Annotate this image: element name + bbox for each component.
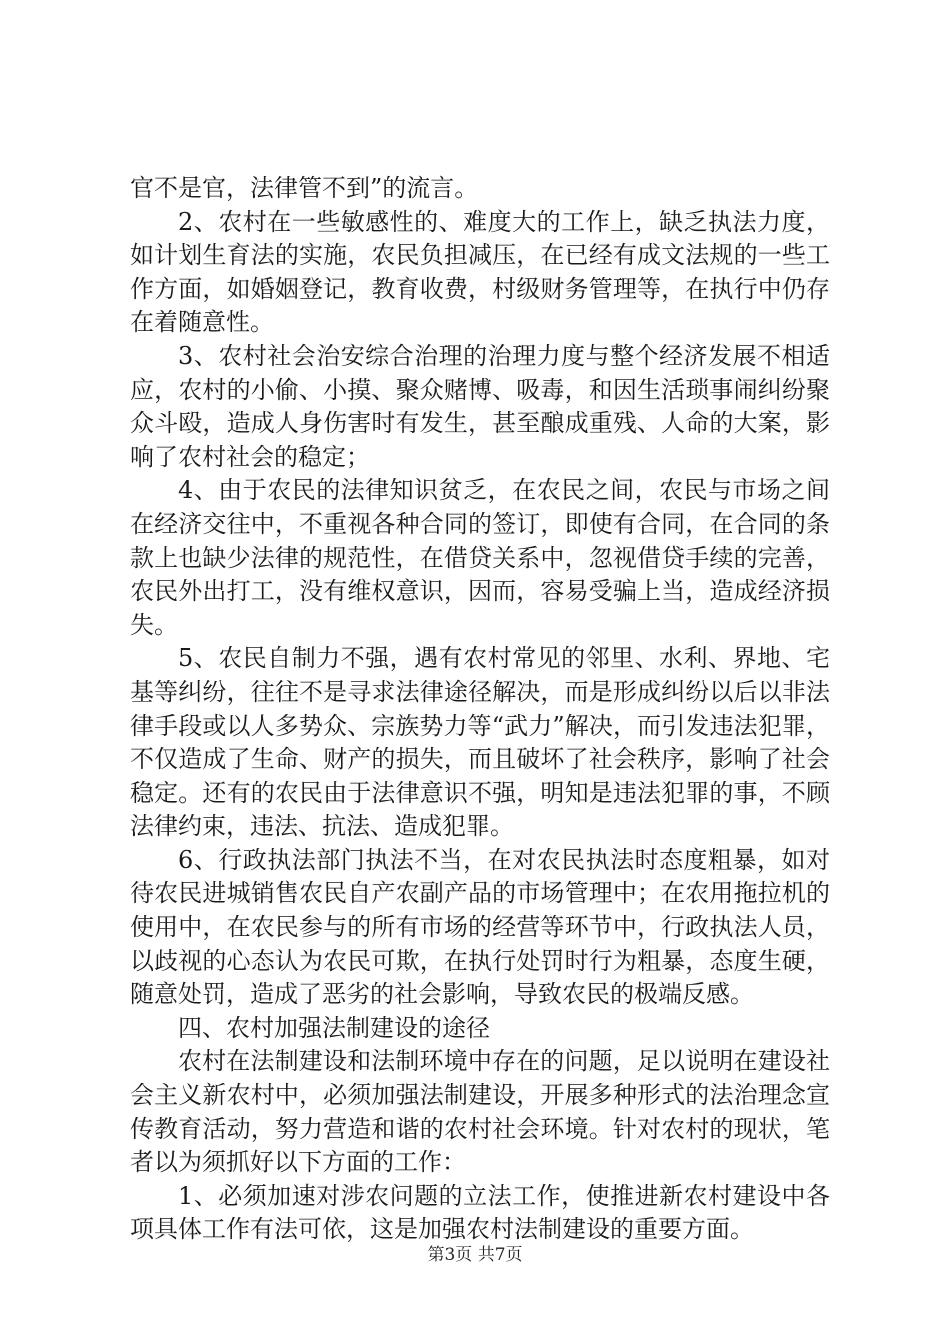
paragraph: 4、由于农民的法律知识贫乏，在农民之间，农民与市场之间在经济交往中，不重视各种合同的签订，即使有合同，在合同的条款上也缺少法律的规范性，在借贷关系中，忽视借贷手续的完善，农民外出打工，没有维权意识，因而，容易受骗上当，造成经济损失。 xyxy=(130,476,830,639)
paragraph: 6、行政执法部门执法不当，在对农民执法时态度粗暴，如对待农民进城销售农民自产农副产品的市场管理中；在农用拖拉机的使用中，在农民参与的所有市场的经营等环节中，行政执法人员，以歧视的心态认为农民可欺，在执行处罚时行为粗暴，态度生硬，随意处罚，造成了恶劣的社会影响，导致农民的极端反感。 xyxy=(130,845,830,1009)
paragraph: 2、农村在一些敏感性的、难度大的工作上，缺乏执法力度，如计划生育法的实施，农民负担减压，在已经有成文法规的一些工作方面，如婚姻登记，教育收费，村级财务管理等，在执行中仍存在着随意性。 xyxy=(130,207,830,337)
paragraph: 5、农民自制力不强，遇有农村常见的邻里、水利、界地、宅基等纠纷，往往不是寻求法律途径解决，而是形成纠纷以后以非法律手段或以人多势众、宗族势力等“武力”解决，而引发违法犯罪，不仅造成了生命、财产的损失，而且破坏了社会秩序，影响了社会稳定。还有的农民由于法律意识不强，明知是违法犯罪的事，不顾法律约束，违法、抗法、造成犯罪。 xyxy=(130,644,830,841)
paragraph: 农村在法制建设和法制环境中存在的问题，足以说明在建设社会主义新农村中，必须加强法制建设，开展多种形式的法治理念宣传教育活动，努力营造和谐的农村社会环境。针对农村的现状，笔者以为须抓好以下方面的工作： xyxy=(130,1047,830,1177)
document-body xyxy=(130,172,830,1247)
paragraph: 1、必须加速对涉农问题的立法工作，使推进新农村建设中各项具体工作有法可依，这是加强农村法制建设的重要方面。 xyxy=(130,1181,830,1244)
page-number: 第3页 共7页 xyxy=(427,1245,523,1265)
paragraph: 3、农村社会治安综合治理的治理力度与整个经济发展不相适应，农村的小偷、小摸、聚众赌博、吸毒，和因生活琐事闹纠纷聚众斗殴，造成人身伤害时有发生，甚至酿成重残、人命的大案，影响了农村社会的稳定； xyxy=(130,341,830,471)
paragraph: 官不是官，法律管不到”的流言。 xyxy=(130,174,479,202)
section-heading: 四、农村加强法制建设的途径 xyxy=(178,1013,490,1042)
